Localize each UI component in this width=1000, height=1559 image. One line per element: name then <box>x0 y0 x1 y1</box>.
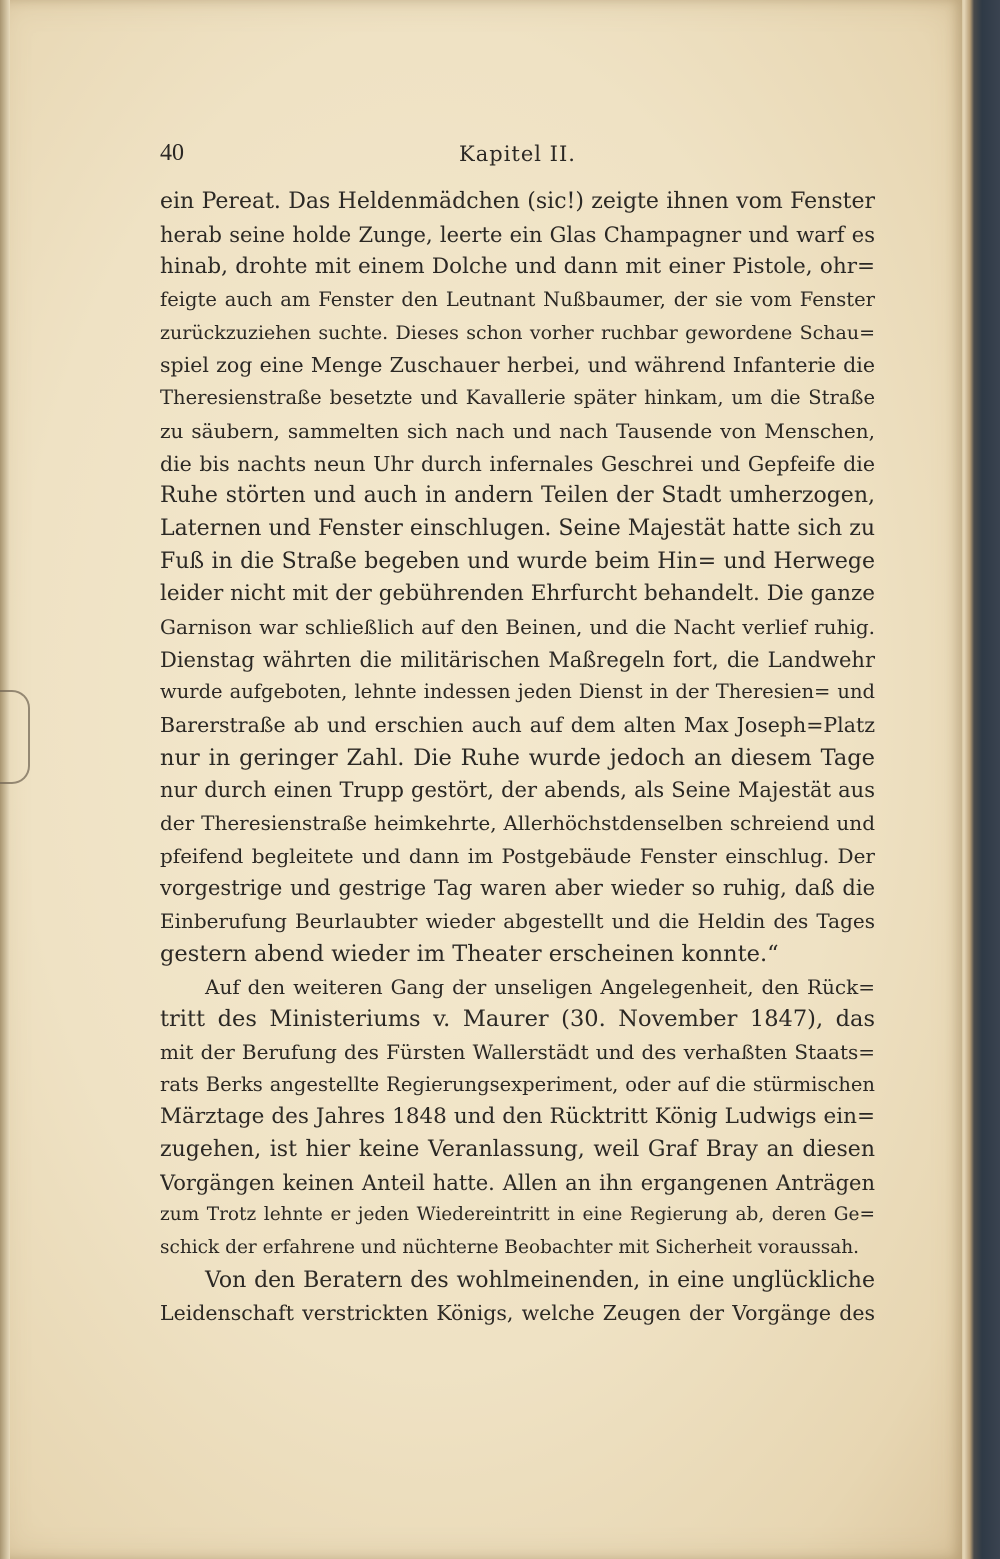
text-line: Vorgängen keinen Anteil hatte. Allen an ihn ergangenen Anträgen <box>160 1170 875 1195</box>
text-line: tritt des Ministeriums v. Maurer (30. November 1847), das <box>160 1006 875 1033</box>
text-line: hinab, drohte mit einem Dolche und dann mit einer Pistole, ohr= <box>160 254 875 280</box>
text-line: Einberufung Beurlaubter wieder abgestellt und die Heldin des Tages <box>160 909 875 934</box>
page-number: 40 <box>160 140 184 166</box>
text-line: nur durch einen Trupp gestört, der abends, als Seine Majestät aus <box>160 778 875 803</box>
text-line: Garnison war schließlich auf den Beinen, und die Nacht verlief ruhig. <box>160 614 875 639</box>
paragraph-3 <box>160 1265 875 1330</box>
text-line: pfeifend begleitete und dann im Postgebäude Fenster einschlug. Der <box>160 843 875 868</box>
text-line: vorgestrige und gestrige Tag waren aber wieder so ruhig, daß die <box>160 876 875 901</box>
text-line: zu säubern, sammelten sich nach und nach Tausende von Menschen, <box>160 418 875 443</box>
page-tab-mark <box>0 690 30 784</box>
text-line: mit der Berufung des Fürsten Wallerstädt und des verhaßten Staats= <box>160 1039 875 1064</box>
text-line: rats Berks angestellte Regierungsexperiment, oder auf die stürmischen <box>160 1072 875 1096</box>
text-line: Auf den weiteren Gang der unseligen Angelegenheit, den Rück= <box>205 974 875 999</box>
text-line: schick der erfahrene und nüchterne Beobachter mit Sicherheit voraussah. <box>160 1237 860 1258</box>
text-line: Laternen und Fenster einschlugen. Seine Majestät hatte sich zu <box>160 515 875 541</box>
text-line: die bis nachts neun Uhr durch infernales Geschrei und Gepfeife die <box>160 451 875 476</box>
text-line: Theresienstraße besetzte und Kavallerie später hinkam, um die Straße <box>160 386 875 410</box>
text-line: wurde aufgeboten, lehnte indessen jeden Dienst in der Theresien= und <box>160 680 875 704</box>
text-line: der Theresienstraße heimkehrte, Allerhöchstdenselben schreiend und <box>160 811 875 836</box>
text-line: feigte auch am Fenster den Leutnant Nußbaumer, der sie vom Fenster <box>160 288 875 312</box>
text-line: Fuß in die Straße begeben und wurde beim Hin= und Herwege <box>160 548 875 574</box>
text-line: ein Pereat. Das Heldenmädchen (sic!) zeigte ihnen vom Fenster <box>160 189 875 214</box>
text-line: Barerstraße ab und erschien auch auf dem alten Max Joseph=Platz <box>160 713 875 737</box>
paragraph-1 <box>160 186 875 971</box>
text-line: zugehen, ist hier keine Veranlassung, weil Graf Bray an diesen <box>160 1136 875 1162</box>
text-line: Ruhe störten und auch in andern Teilen der Stadt umherzogen, <box>160 483 875 509</box>
text-line: nur in geringer Zahl. Die Ruhe wurde jedoch an diesem Tage <box>160 744 875 771</box>
text-line: Leidenschaft verstrickten Königs, welche Zeugen der Vorgänge des <box>160 1301 875 1326</box>
text-line: Dienstag währten die militärischen Maßregeln fort, die Landwehr <box>160 647 875 672</box>
paragraph-2 <box>160 971 875 1265</box>
text-line: Von den Beratern des wohlmeinenden, in eine unglückliche <box>205 1267 875 1293</box>
running-head: Kapitel II. <box>459 142 576 166</box>
text-line: spiel zog eine Menge Zuschauer herbei, und während Infanterie die <box>160 353 875 378</box>
text-line: zum Trotz lehnte er jeden Wiedereintritt in eine Regierung ab, deren Ge= <box>160 1204 875 1226</box>
book-cover-edge <box>960 0 1000 1559</box>
text-line: herab seine holde Zunge, leerte ein Glas Champagner und warf es <box>160 222 875 247</box>
body-text <box>160 186 875 1330</box>
text-line: leider nicht mit der gebührenden Ehrfurcht behandelt. Die ganze <box>160 581 875 607</box>
text-line: zurückzuziehen suchte. Dieses schon vorher ruchbar gewordene Schau= <box>160 321 875 344</box>
text-line: gestern abend wieder im Theater erscheinen konnte.“ <box>160 940 779 967</box>
text-line: Märztage des Jahres 1848 und den Rücktritt König Ludwigs ein= <box>160 1104 875 1130</box>
page-header <box>160 140 875 176</box>
